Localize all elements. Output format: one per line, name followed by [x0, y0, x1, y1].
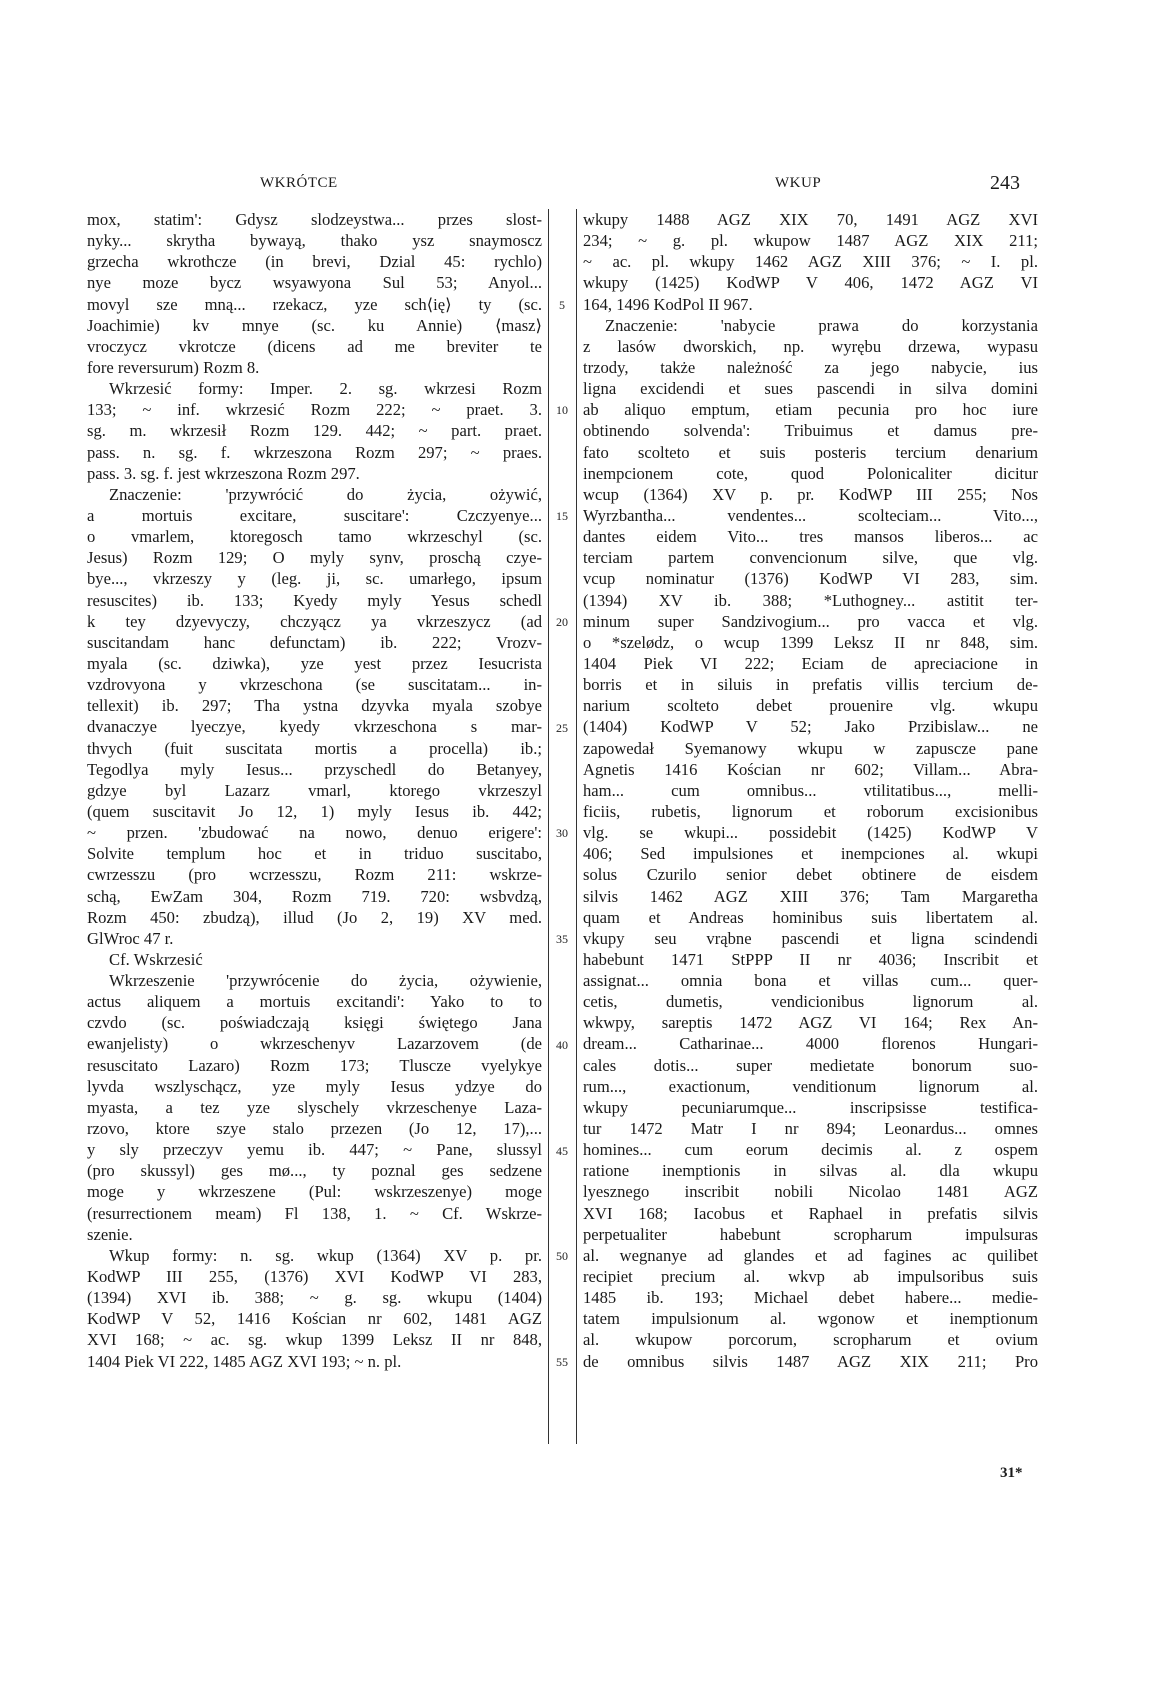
- text-line: vlg. se wkupi... possidebit (1425) KodWP V: [583, 823, 1038, 843]
- text-line: perpetualiter habebunt scropharum impulsuras: [583, 1224, 1038, 1244]
- text-line: homines... cum eorum decimis al. z ospem: [583, 1140, 1038, 1160]
- text-line: Rozm 450: zbudzą), illud (Jo 2, 19) XV med.: [87, 907, 542, 927]
- text-line: wkupy 1488 AGZ XIX 70, 1491 AGZ XVI: [583, 210, 1038, 229]
- text-line: fato scolteto et suis posteris tercium denarium: [583, 442, 1038, 462]
- text-line: dantes eidem Vito... tres mansos liberos... ac: [583, 527, 1038, 547]
- text-line: resuscitato Lazaro) Rozm 173; Tluscze vyelykye: [87, 1055, 542, 1075]
- text-line: ab aliquo emptum, etiam pecunia pro hoc iure: [583, 400, 1038, 420]
- text-line: cwrzesszu (pro wcrzesszu, Rozm 211: wskrze-: [87, 865, 542, 885]
- line-number: 40: [556, 1037, 568, 1052]
- text-line: sg. m. wkrzesił Rozm 129. 442; ~ part. praet.: [87, 421, 542, 441]
- text-line: rum..., exactionum, venditionum lignorum al.: [583, 1076, 1038, 1096]
- text-line: habebunt 1471 StPPP II nr 4036; Inscribit et: [583, 949, 1038, 969]
- text-line: Agnetis 1416 Kościan nr 602; Villam... Abra-: [583, 759, 1038, 779]
- text-line: wcup (1364) XV p. pr. KodWP III 255; Nos: [583, 484, 1038, 504]
- text-line: (1394) XV ib. 388; *Luthogney... astitit ter-: [583, 590, 1038, 610]
- text-line: suscitandam hanc defunctam) ib. 222; Vrozv-: [87, 632, 542, 652]
- text-line: terciam partem convencionum silve, que vlg.: [583, 548, 1038, 568]
- text-line: vcup nominatur (1376) KodWP VI 283, sim.: [583, 569, 1038, 589]
- text-line: (pro skussyl) ges mø..., ty poznal ges sedzene: [87, 1161, 542, 1181]
- text-line: 1404 Piek VI 222; Eciam de apreciacione in: [583, 653, 1038, 673]
- text-line: (1404) KodWP V 52; Jako Przibislaw... ne: [583, 717, 1038, 737]
- text-line: XVI 168; ~ ac. sg. wkup 1399 Leksz II nr 848,: [87, 1330, 542, 1350]
- line-number: 45: [556, 1143, 568, 1158]
- text-line: KodWP III 255, (1376) XVI KodWP VI 283,: [87, 1267, 542, 1287]
- column-divider-right: [576, 209, 577, 1444]
- line-number: 55: [556, 1355, 568, 1370]
- right-running-head: WKUP: [775, 175, 822, 191]
- printer-signature: 31*: [1000, 1465, 1023, 1481]
- text-line: moge y wkrzeszene (Pul: wskrzeszenye) moge: [87, 1182, 542, 1202]
- text-line: tur 1472 Matr I nr 894; Leonardus... omnes: [583, 1119, 1038, 1139]
- line-number: 30: [556, 826, 568, 841]
- column-divider-left: [548, 209, 549, 1444]
- text-line: tellexit) ib. 297; Tha ystna dzyvka myala szobye: [87, 696, 542, 716]
- text-line: 133; ~ inf. wkrzesić Rozm 222; ~ praet. 3.: [87, 400, 542, 420]
- text-line: Cf. Wskrzesić: [109, 949, 203, 969]
- text-line: o vmarlem, ktoregosch tamo wkrzeschyl (sc.: [87, 527, 542, 547]
- text-line: Wkrzesić formy: Imper. 2. sg. wkrzesi Rozm: [109, 379, 542, 399]
- text-line: ligna excidendi et sues pascendi in silva domini: [583, 379, 1038, 399]
- text-line: Tegodlya myly Iesus... przyschedl do Betanyey,: [87, 759, 542, 779]
- text-line: GlWroc 47 r.: [87, 928, 174, 948]
- text-line: o *szelødz, o wcup 1399 Leksz II nr 848, sim.: [583, 632, 1038, 652]
- text-line: tatem impulsionum al. wgonow et inemptionum: [583, 1309, 1038, 1329]
- text-line: grzecha wkrothcze (in brevi, Dzial 45: rychlo): [87, 252, 542, 272]
- text-line: cales dotis... super medietate bonorum suo-: [583, 1055, 1038, 1075]
- text-line: 406; Sed impulsiones et inempciones al. wkupi: [583, 844, 1038, 864]
- text-line: a mortuis excitare, suscitare': Czczyenye...: [87, 505, 542, 525]
- text-line: Znaczenie: 'nabycie prawa do korzystania: [605, 315, 1038, 335]
- text-line: assignat... omnia bona et villas cum... quer-: [583, 971, 1038, 991]
- text-line: vroczycz vkrotcze (dicens ad me breviter te: [87, 336, 542, 356]
- text-line: (quem suscitavit Jo 12, 1) myly Iesus ib. 442;: [87, 801, 542, 821]
- text-line: vzdrovyona y vkrzeschona (se suscitatam... in-: [87, 675, 542, 695]
- text-line: Jesus) Rozm 129; O myly synv, proschą czye-: [87, 548, 542, 568]
- line-number: 35: [556, 932, 568, 947]
- text-line: pass. n. sg. f. wkrzeszona Rozm 297; ~ praes.: [87, 442, 542, 462]
- text-line: myasta, a tez yze slyschely vkrzeschenye Laza-: [87, 1097, 542, 1117]
- text-line: schą, EwZam 304, Rozm 719. 720: wsbvdzą,: [87, 886, 542, 906]
- text-line: bye..., vkrzeszy y (leg. ji, sc. umarłego, ipsum: [87, 569, 542, 589]
- line-number: 10: [556, 403, 568, 418]
- text-line: wkupy (1425) KodWP V 406, 1472 AGZ VI: [583, 273, 1038, 293]
- text-line: Joachimie) kv mnye (sc. ku Annie) ⟨masz⟩: [87, 315, 542, 335]
- text-line: myala (sc. dziwka), yze yest przez Iesucrista: [87, 653, 542, 673]
- line-number: 50: [556, 1249, 568, 1264]
- text-line: nye moze bycz wsyawyona Sul 53; Anyol...: [87, 273, 542, 293]
- text-line: Solvite templum hoc et in triduo suscitabo,: [87, 844, 542, 864]
- text-line: ~ przen. 'zbudować na nowo, denuo erigere':: [87, 823, 542, 843]
- text-line: resuscites) ib. 133; Kyedy myly Yesus schedl: [87, 590, 542, 610]
- text-line: zapowedał Syemanowy wkupu w zapuscze pane: [583, 738, 1038, 758]
- text-line: vkupy seu vrąbne pascendi et ligna scindendi: [583, 928, 1038, 948]
- text-line: Wyrzbantha... vendentes... scolteciam... Vito...,: [583, 505, 1038, 525]
- text-line: al. wegnanye ad glandes et ad fagines ac quilibet: [583, 1245, 1038, 1265]
- text-line: dream... Catharinae... 4000 florenos Hungari-: [583, 1034, 1038, 1054]
- text-line: al. wkupow porcorum, scropharum et ovium: [583, 1330, 1038, 1350]
- text-line: Wkrzeszenie 'przywrócenie do życia, ożywienie,: [109, 971, 542, 991]
- line-number: 5: [559, 297, 565, 312]
- text-line: Wkup formy: n. sg. wkup (1364) XV p. pr.: [109, 1245, 542, 1265]
- text-line: movyl sze mną... rzekacz, yze sch⟨ię⟩ ty (sc.: [87, 294, 542, 314]
- text-line: ratione inemptionis in silvas al. dla wkupu: [583, 1161, 1038, 1181]
- text-line: 164, 1496 KodPol II 967.: [583, 294, 753, 314]
- text-line: trzody, także należność za jego nabycie, ius: [583, 357, 1038, 377]
- text-line: ewanjelisty) o wkrzeschenyv Lazarzovem (de: [87, 1034, 542, 1054]
- text-line: solus Czurilo senior debet obtinere de eisdem: [583, 865, 1038, 885]
- text-line: (resurrectionem meam) Fl 138, 1. ~ Cf. Wskrze-: [87, 1203, 542, 1223]
- text-line: rzovo, ktore szye stalo przezen (Jo 12, 17),...: [87, 1119, 542, 1139]
- text-line: czvdo (sc. poświadczają księgi świętego Jana: [87, 1013, 542, 1033]
- text-line: XVI 168; Iacobus et Raphael in prefatis silvis: [583, 1203, 1038, 1223]
- text-line: narium scolteto debet prouenire vlg. wkupu: [583, 696, 1038, 716]
- text-line: ~ ac. pl. wkupy 1462 AGZ XIII 376; ~ I. pl.: [583, 252, 1038, 272]
- text-line: cetis, dumetis, vendicionibus lignorum al.: [583, 992, 1038, 1012]
- text-line: dvanaczye lyeczye, kyedy vkrzeschona s mar-: [87, 717, 542, 737]
- text-line: actus aliquem a mortuis excitandi': Yako to to: [87, 992, 542, 1012]
- text-line: y sly przeczyv yemu ib. 447; ~ Pane, slussyl: [87, 1140, 542, 1160]
- text-line: silvis 1462 AGZ XIII 376; Tam Margaretha: [583, 886, 1038, 906]
- text-line: lyvda wszlyschącz, yze myly Iesus ydzye do: [87, 1076, 542, 1096]
- text-line: fore reversurum) Rozm 8.: [87, 357, 260, 377]
- text-line: thvych (fuit suscitata mortis a procella) ib.;: [87, 738, 542, 758]
- text-line: obtinendo solvenda': Tribuimus et damus pre-: [583, 421, 1038, 441]
- text-line: pass. 3. sg. f. jest wkrzeszona Rozm 297.: [87, 463, 360, 483]
- text-line: quam et Andreas hominibus suis libertatem al.: [583, 907, 1038, 927]
- text-line: KodWP V 52, 1416 Kościan nr 602, 1481 AGZ: [87, 1309, 542, 1329]
- text-line: lyesznego inscribit nobili Nicolao 1481 AGZ: [583, 1182, 1038, 1202]
- text-line: z lasów dworskich, np. wyrębu drzewa, wypasu: [583, 336, 1038, 356]
- right-column: [583, 209, 1038, 1372]
- text-line: nyky... skrytha bywayą, thako ysz snaymoscz: [87, 231, 542, 251]
- left-running-head: WKRÓTCE: [260, 175, 338, 191]
- text-line: 234; ~ g. pl. wkupow 1487 AGZ XIX 211;: [583, 231, 1038, 251]
- text-line: borris et in siluis in prefatis villis tercium de-: [583, 675, 1038, 695]
- text-line: ficiis, rubetis, lignorum et roborum excisionibus: [583, 801, 1038, 821]
- text-line: minum super Sandzivogium... pro vacca et vlg.: [583, 611, 1038, 631]
- left-column: [87, 209, 542, 1372]
- line-number: 25: [556, 720, 568, 735]
- text-line: Znaczenie: 'przywrócić do życia, ożywić,: [109, 484, 542, 504]
- text-line: 1404 Piek VI 222, 1485 AGZ XVI 193; ~ n. pl.: [87, 1351, 402, 1371]
- text-line: gdzye byl Lazarz vmarl, ktorego vkrzeszyl: [87, 780, 542, 800]
- running-header: [0, 172, 1165, 199]
- text-line: wkwpy, sareptis 1472 AGZ VI 164; Rex An-: [583, 1013, 1038, 1033]
- text-line: 1485 ib. 193; Michael debet habere... medie-: [583, 1288, 1038, 1308]
- text-line: mox, statim': Gdysz slodzeystwa... przes slost-: [87, 210, 542, 229]
- text-line: szenie.: [87, 1224, 133, 1244]
- text-line: recipiet precium al. wkvp ab impulsoribus suis: [583, 1267, 1038, 1287]
- text-line: ham... cum omnibus... vtilitatibus..., melli-: [583, 780, 1038, 800]
- text-line: (1394) XVI ib. 388; ~ g. sg. wkupu (1404): [87, 1288, 542, 1308]
- text-line: inempcionem cote, quod Polonicaliter dicitur: [583, 463, 1038, 483]
- line-number: 20: [556, 614, 568, 629]
- text-line: de omnibus silvis 1487 AGZ XIX 211; Pro: [583, 1351, 1038, 1371]
- text-line: k tey dzyevyczy, chczyącz ya vkrzeszycz (ad: [87, 611, 542, 631]
- text-line: wkupy pecuniarumque... inscripsisse testifica-: [583, 1097, 1038, 1117]
- page-number: 243: [990, 172, 1020, 194]
- line-number: 15: [556, 509, 568, 524]
